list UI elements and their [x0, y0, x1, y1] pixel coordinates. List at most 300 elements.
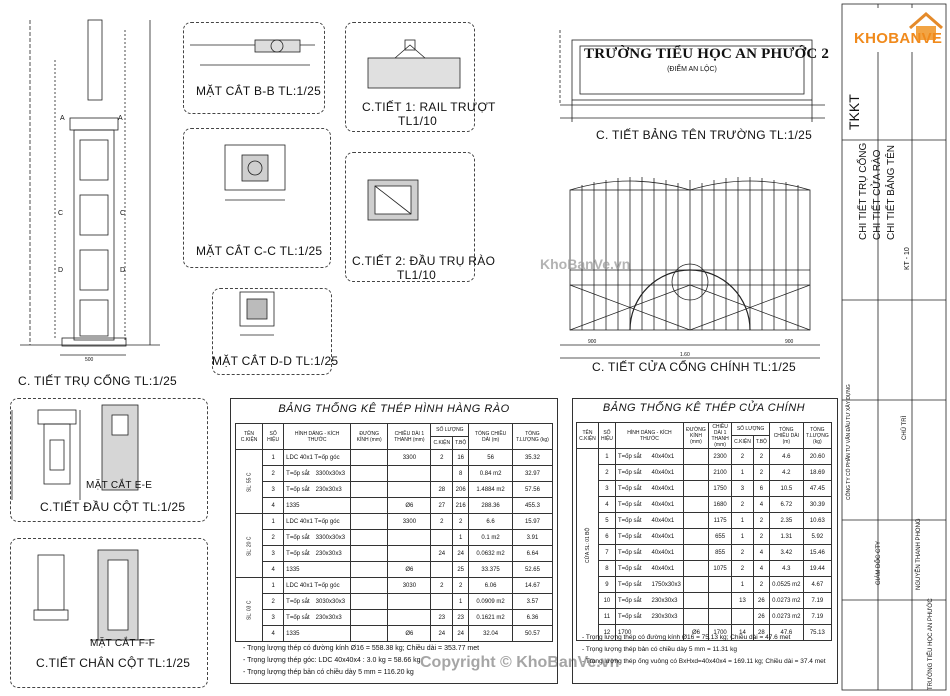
cell-length: Ø6: [388, 626, 431, 642]
cell-qty-ck: 13: [732, 593, 754, 609]
cell-qty-ck: 2: [732, 545, 754, 561]
table-gate-note-3: - Trọng lượng thép ống vuông có BxHxd=40x40x4 = 169.11 kg; Chiều dài = 37.4 met: [582, 658, 826, 665]
cell-diameter: [683, 577, 708, 593]
cell-qty-tb: 25: [453, 562, 469, 578]
cell-shape-dim: 40x40x1: [651, 533, 675, 540]
cell-qty-ck: 2: [732, 561, 754, 577]
cell-no: 2: [263, 466, 284, 482]
title-bang-ten: C. TIẾT BẢNG TÊN TRƯỜNG TL:1/25: [596, 128, 813, 142]
cell-shape-name: T=ốp sắt: [286, 470, 310, 477]
group-name-cell: SL: 55 C: [236, 450, 263, 514]
tb-col3: CHI TIẾT BẢNG TÊN: [886, 144, 897, 240]
cell-no: 3: [263, 546, 284, 562]
cell-total-length: 4.2: [769, 465, 803, 481]
cell-length: [709, 609, 732, 625]
cell-qty-tb: 16: [453, 450, 469, 466]
cell-total-weight: 5.92: [803, 529, 831, 545]
table-header-cell: TỔNG T.LƯỢNG (kg): [512, 424, 552, 450]
cell-total-length: 1.4884 m2: [469, 482, 513, 498]
cell-shape-name: T=ốp sắt: [617, 453, 642, 460]
cell-qty-tb: 26: [753, 593, 769, 609]
title-rail-scale: TL1/10: [398, 114, 438, 128]
cell-qty-tb: 4: [753, 497, 769, 513]
cell-total-length: 6.72: [769, 497, 803, 513]
table-header-cell: HÌNH DÁNG - KÍCH THƯỚC: [284, 424, 351, 450]
cell-total-weight: 455.3: [512, 498, 552, 514]
table-header-cell: ĐƯỜNG KÍNH (mm): [683, 423, 708, 449]
cell-diameter: [683, 529, 708, 545]
cell-qty-tb: 4: [753, 545, 769, 561]
cell-length: Ø6: [388, 498, 431, 514]
cell-total-weight: 30.39: [803, 497, 831, 513]
cell-total-length: 0.0909 m2: [469, 594, 513, 610]
cell-length: 1075: [709, 561, 732, 577]
cell-shape: [615, 449, 683, 465]
table-header-cell: SỐ HIỆU: [598, 423, 615, 449]
table-header-row: [577, 423, 832, 436]
cell-qty-tb: 2: [753, 577, 769, 593]
cell-diameter: [683, 513, 708, 529]
cell-qty-tb: 216: [453, 498, 469, 514]
title-cong-chinh: C. TIẾT CỬA CỔNG CHÍNH TL:1/25: [592, 360, 796, 374]
cell-qty-tb: 23: [453, 610, 469, 626]
cell-diameter: [351, 562, 388, 578]
cell-total-length: 4.6: [769, 449, 803, 465]
table-header-cell: HÌNH DÁNG - KÍCH THƯỚC: [615, 423, 683, 449]
cell-total-length: 0.0632 m2: [469, 546, 513, 562]
cell-shape: [284, 594, 351, 610]
title-dau-tru: C.TIẾT 2: ĐẦU TRỤ RÀO: [352, 254, 496, 268]
cell-total-weight: 4.67: [803, 577, 831, 593]
cell-shape-name: T=ốp sắt: [286, 598, 310, 605]
cell-shape: [615, 577, 683, 593]
tb-col1: CHI TIẾT TRỤ CỔNG: [858, 142, 869, 240]
cell-total-length: 2.35: [769, 513, 803, 529]
cell-shape-dim: 230x30x3: [315, 550, 342, 557]
cell-qty-ck: 1: [732, 529, 754, 545]
cell-total-length: 0.0525 m2: [769, 577, 803, 593]
group-name-cell: SL: 20 C: [236, 514, 263, 578]
table-row: [236, 578, 553, 594]
cell-no: 4: [263, 562, 284, 578]
cell-shape-dim: 40x40x1: [651, 501, 675, 508]
svg-text:A: A: [118, 115, 123, 122]
cell-no: 12: [598, 625, 615, 641]
cell-shape-name: T=ốp sắt: [617, 517, 642, 524]
title-cc: MẶT CẮT C-C TL:1/25: [196, 244, 323, 258]
cell-total-weight: 7.19: [803, 609, 831, 625]
cell-total-weight: 6.64: [512, 546, 552, 562]
cell-total-weight: 52.65: [512, 562, 552, 578]
cell-total-weight: 3.91: [512, 530, 552, 546]
cell-total-length: 0.1621 m2: [469, 610, 513, 626]
table-header-cell: SỐ LƯỢNG: [431, 424, 469, 437]
cell-shape-name: T=ốp sắt: [617, 565, 642, 572]
cell-qty-tb: 6: [753, 481, 769, 497]
table-gate: [576, 422, 832, 641]
svg-text:D: D: [120, 267, 126, 274]
cell-diameter: [351, 482, 388, 498]
cell-total-weight: 75.13: [803, 625, 831, 641]
cell-shape-dim: 40x40x1: [651, 453, 675, 460]
cell-diameter: [351, 626, 388, 642]
cell-length: [709, 593, 732, 609]
cell-diameter: [683, 561, 708, 577]
cell-total-length: 6.06: [469, 578, 513, 594]
cell-diameter: [683, 609, 708, 625]
table-row: [577, 593, 832, 609]
tb-person: NGUYỄN THANH PHONG: [916, 518, 922, 590]
cell-qty-ck: 23: [431, 610, 453, 626]
cell-diameter: [351, 514, 388, 530]
svg-text:900: 900: [588, 339, 597, 345]
cell-length: 2300: [709, 449, 732, 465]
cell-diameter: [683, 481, 708, 497]
table-row: [577, 497, 832, 513]
table-header-cell: CHIỀU DÀI 1 THANH (mm): [709, 423, 732, 449]
cell-length: 3300: [388, 450, 431, 466]
cell-length: [388, 594, 431, 610]
cell-shape: [615, 465, 683, 481]
cell-total-length: 6.6: [469, 514, 513, 530]
cell-shape-name: LDC 40x1 T=ốp góc: [286, 518, 340, 525]
table-header-cell: TỔNG CHIỀU DÀI (m): [469, 424, 513, 450]
table-row: [236, 514, 553, 530]
cell-total-weight: 57.56: [512, 482, 552, 498]
table-row: [577, 449, 832, 465]
cell-qty-ck: 2: [732, 449, 754, 465]
table-row: [577, 529, 832, 545]
cell-qty-tb: 26: [753, 609, 769, 625]
cell-shape-name: T=ốp sắt: [617, 485, 642, 492]
tb-company: CÔNG TY CỔ PHẦN TƯ VẤN ĐẦU TƯ XÂY DỰNG: [846, 384, 852, 500]
tb-chief: CHỦ TRÌ: [902, 415, 908, 440]
title-rail: C.TIẾT 1: RAIL TRƯỢT: [362, 100, 496, 114]
cell-shape: [284, 450, 351, 466]
cell-qty-tb: 2: [453, 578, 469, 594]
table-row: [236, 450, 553, 466]
title-chan-cot: C.TIẾT CHÂN CỘT TL:1/25: [36, 656, 191, 670]
cell-shape-name: T=ốp sắt: [286, 550, 310, 557]
cell-diameter: [683, 449, 708, 465]
cell-shape: [284, 466, 351, 482]
cell-diameter: [683, 465, 708, 481]
cell-diameter: [351, 546, 388, 562]
cell-total-weight: 47.45: [803, 481, 831, 497]
cell-shape-name: T=ốp sắt: [286, 534, 310, 541]
cell-qty-ck: 1: [732, 513, 754, 529]
cell-total-weight: 20.60: [803, 449, 831, 465]
table-row: [236, 594, 553, 610]
title-dau-tru-scale: TL1/10: [397, 268, 437, 282]
table-row: [577, 561, 832, 577]
cell-qty-ck: 1: [732, 577, 754, 593]
tb-project: TRƯỜNG TIỂU HỌC AN PHƯỚC: [928, 598, 934, 690]
watermark-center: KhoBanVe.vn: [540, 256, 631, 272]
table-header-cell: SỐ LƯỢNG: [732, 423, 770, 436]
cell-shape-dim: 40x40x1: [651, 469, 675, 476]
table-subheader-cell: T.BỘ: [753, 436, 769, 449]
cell-diameter: [351, 594, 388, 610]
cell-no: 1: [263, 514, 284, 530]
table-header-cell: CHIỀU DÀI 1 THANH (mm): [388, 424, 431, 450]
table-fence-title: BẢNG THỐNG KÊ THÉP HÌNH HÀNG RÀO: [278, 403, 510, 415]
cell-shape: [284, 546, 351, 562]
cell-shape: [615, 545, 683, 561]
cell-qty-tb: 24: [453, 546, 469, 562]
title-mc-ee: MẶT CẮT E-E: [86, 480, 153, 491]
logo: [852, 8, 944, 52]
table-row: [236, 562, 553, 578]
cell-total-length: 4.3: [769, 561, 803, 577]
title-bb: MẶT CẮT B-B TL:1/25: [196, 84, 322, 98]
cell-no: 9: [598, 577, 615, 593]
watermark-bottom: Copyright © KhoBanVe.vn: [420, 654, 620, 671]
cell-diameter: [351, 450, 388, 466]
table-header-row: [236, 424, 553, 437]
cell-qty-ck: 2: [431, 578, 453, 594]
group-name-cell: SL: 03 C: [236, 578, 263, 642]
cell-qty-tb: 2: [453, 514, 469, 530]
table-gate-note-2: - Trọng lượng thép bản có chiều dày 5 mm = 11.31 kg: [582, 646, 738, 653]
cell-total-weight: 14.67: [512, 578, 552, 594]
cell-shape-name: T=ốp sắt: [286, 614, 310, 621]
cell-shape: [615, 497, 683, 513]
cell-no: 8: [598, 561, 615, 577]
cell-shape-dim: 1750x30x3: [651, 581, 681, 588]
table-subheader-cell: C.KIỆN: [431, 437, 453, 450]
cell-shape-name: 1335: [286, 502, 300, 509]
cell-no: 4: [598, 497, 615, 513]
cell-shape-name: 1335: [286, 630, 300, 637]
svg-text:1.60: 1.60: [680, 352, 690, 358]
cell-qty-tb: 24: [453, 626, 469, 642]
cell-shape: [284, 626, 351, 642]
title-dd: MẶT CẮT D-D TL:1/25: [212, 354, 339, 368]
group-name-cell: CỬA SL: 01 BỘ: [577, 449, 599, 641]
cell-no: 3: [263, 610, 284, 626]
cell-qty-ck: 2: [732, 497, 754, 513]
table-header-cell: ĐƯỜNG KÍNH (mm): [351, 424, 388, 450]
cell-qty-ck: 28: [431, 482, 453, 498]
cell-shape-name: 1335: [286, 566, 300, 573]
cell-no: 6: [598, 529, 615, 545]
cell-shape-name: T=ốp sắt: [617, 549, 642, 556]
cell-length: 2100: [709, 465, 732, 481]
table-row: [236, 546, 553, 562]
sign-name: TRƯỜNG TIỂU HỌC AN PHƯỚC 2: [584, 46, 830, 62]
cell-qty-ck: [431, 466, 453, 482]
cell-qty-tb: 2: [753, 449, 769, 465]
cell-shape-dim: 40x40x1: [651, 485, 675, 492]
sign-sub: (ĐIỂM AN LỘC): [667, 66, 717, 73]
cell-total-weight: 18.69: [803, 465, 831, 481]
cell-total-weight: 10.63: [803, 513, 831, 529]
cell-total-length: 56: [469, 450, 513, 466]
table-row: [236, 626, 553, 642]
cell-qty-ck: 2: [431, 514, 453, 530]
table-header-cell: TỔNG T.LƯỢNG (kg): [803, 423, 831, 449]
cell-no: 5: [598, 513, 615, 529]
cell-shape: [615, 609, 683, 625]
cell-total-length: 0.0273 m2: [769, 609, 803, 625]
cell-total-weight: 19.44: [803, 561, 831, 577]
cell-total-length: 10.5: [769, 481, 803, 497]
table-gate-note-1: - Trọng lượng thép có đường kính Ø16 = 75.13 kg; Chiều dài = 47.6 met: [582, 634, 791, 641]
cell-no: 2: [598, 465, 615, 481]
table-header-cell: SỐ HIỆU: [263, 424, 284, 450]
svg-text:500: 500: [85, 357, 94, 363]
cell-diameter: [351, 530, 388, 546]
logo-text: KHOBANVE: [854, 30, 943, 47]
cell-total-weight: 35.32: [512, 450, 552, 466]
cell-no: 4: [263, 498, 284, 514]
cell-qty-ck: [431, 562, 453, 578]
svg-text:A: A: [60, 115, 65, 122]
cell-length: 1175: [709, 513, 732, 529]
cell-total-length: 0.0273 m2: [769, 593, 803, 609]
cell-qty-ck: 2: [431, 450, 453, 466]
tb-col2: CHI TIẾT CỬA RÀO: [872, 149, 883, 240]
table-gate-wrap: [572, 398, 836, 682]
cell-shape-dim: 40x40x1: [651, 517, 675, 524]
cell-shape-name: T=ốp sắt: [617, 501, 642, 508]
cell-diameter: [683, 545, 708, 561]
sign-drawing: [560, 30, 830, 122]
cell-length: [709, 577, 732, 593]
cell-shape: [284, 482, 351, 498]
cell-length: Ø6: [388, 562, 431, 578]
cell-length: 1680: [709, 497, 732, 513]
table-header-cell: TỔNG CHIỀU DÀI (m): [769, 423, 803, 449]
gate-column-drawing: [20, 20, 160, 363]
cell-shape-dim: 3300x30x3: [315, 534, 346, 541]
cell-total-length: 3.42: [769, 545, 803, 561]
table-row: [577, 465, 832, 481]
cell-shape-name: T=ốp sắt: [286, 486, 310, 493]
cell-total-length: 32.04: [469, 626, 513, 642]
cell-shape-name: T=ốp sắt: [617, 533, 642, 540]
cell-shape: [615, 513, 683, 529]
tb-sheet: KT - 10: [904, 247, 911, 270]
cell-shape: [615, 561, 683, 577]
cell-shape-name: LDC 40x1 T=ốp góc: [286, 582, 340, 589]
title-tru-cong: C. TIẾT TRỤ CỔNG TL:1/25: [18, 374, 178, 388]
cell-total-weight: 50.57: [512, 626, 552, 642]
cell-no: 3: [263, 482, 284, 498]
cell-total-weight: 7.19: [803, 593, 831, 609]
table-row: [236, 482, 553, 498]
table-row: [577, 513, 832, 529]
cell-qty-tb: 2: [753, 529, 769, 545]
cell-diameter: [683, 497, 708, 513]
svg-text:C: C: [120, 210, 126, 217]
cell-shape-name: T=ốp sắt: [617, 581, 642, 588]
cell-shape-name: LDC 40x1 T=ốp góc: [286, 454, 340, 461]
cell-total-length: 0.1 m2: [469, 530, 513, 546]
cell-shape-name: 1700: [617, 629, 632, 636]
svg-text:D: D: [58, 267, 64, 274]
table-row: [236, 466, 553, 482]
cell-length: 855: [709, 545, 732, 561]
box-bb: [183, 22, 325, 114]
cell-diameter: [351, 498, 388, 514]
table-fence-note-3: - Trọng lượng thép bản có chiều dày 5 mm = 116.20 kg: [243, 669, 414, 676]
cell-no: 1: [263, 578, 284, 594]
cell-shape-dim: 3030x30x3: [315, 598, 346, 605]
cell-qty-tb: 28: [753, 625, 769, 641]
cell-total-length: 47.6: [769, 625, 803, 641]
cell-diameter: Ø6: [683, 625, 708, 641]
table-row: [577, 609, 832, 625]
cell-qty-tb: 2: [753, 465, 769, 481]
cell-shape: [284, 562, 351, 578]
cell-qty-ck: 1: [732, 465, 754, 481]
cell-shape: [615, 529, 683, 545]
cell-shape: [615, 593, 683, 609]
cell-shape-name: T=ốp sắt: [617, 597, 642, 604]
cell-qty-tb: 1: [453, 594, 469, 610]
cell-qty-ck: 24: [431, 626, 453, 642]
cell-total-weight: 3.57: [512, 594, 552, 610]
cell-total-length: 1.31: [769, 529, 803, 545]
table-row: [577, 481, 832, 497]
cell-no: 2: [263, 594, 284, 610]
table-fence-note-2: - Trọng lượng thép góc: LDC 40x40x4 : 3.0 kg = 58.66 kg: [243, 657, 421, 664]
table-fence-note-1: - Trọng lượng thép có đường kính Ø16 = 558.38 kg; Chiều dài = 353.77 met: [243, 645, 480, 652]
cell-total-weight: 32.97: [512, 466, 552, 482]
cell-qty-tb: 1: [453, 530, 469, 546]
cell-total-weight: 15.46: [803, 545, 831, 561]
cell-length: [388, 530, 431, 546]
cell-shape-name: T=ốp sắt: [617, 469, 642, 476]
cell-shape: [284, 530, 351, 546]
table-row: [577, 545, 832, 561]
cell-no: 10: [598, 593, 615, 609]
table-row: [236, 610, 553, 626]
cell-length: 1700: [709, 625, 732, 641]
cell-qty-ck: [732, 609, 754, 625]
svg-text:900: 900: [785, 339, 794, 345]
cell-qty-ck: 3: [732, 481, 754, 497]
cell-diameter: [683, 593, 708, 609]
cell-total-weight: 6.36: [512, 610, 552, 626]
cell-qty-ck: 24: [431, 546, 453, 562]
cell-shape-dim: 230x30x3: [315, 614, 342, 621]
cell-total-length: 33.375: [469, 562, 513, 578]
cell-shape: [284, 578, 351, 594]
table-header-cell: TÊN C.KIỆN: [577, 423, 599, 449]
table-row: [577, 577, 832, 593]
cell-shape: [284, 498, 351, 514]
cell-diameter: [351, 466, 388, 482]
cell-total-length: 0.84 m2: [469, 466, 513, 482]
table-fence: [235, 423, 553, 642]
cell-shape: [615, 481, 683, 497]
table-subheader-cell: T.BỘ: [453, 437, 469, 450]
table-fence-panel: [230, 398, 558, 684]
svg-text:C: C: [58, 210, 64, 217]
cell-length: [388, 610, 431, 626]
table-gate-title: BẢNG THỐNG KÊ THÉP CỬA CHÍNH: [602, 402, 806, 414]
cell-no: 3: [598, 481, 615, 497]
cell-shape-dim: 40x40x1: [651, 549, 675, 556]
title-mc-ff: MẶT CẮT F-F: [90, 638, 156, 649]
cell-qty-ck: 27: [431, 498, 453, 514]
table-subheader-cell: C.KIỆN: [732, 436, 754, 449]
cell-shape-dim: 3300x30x3: [315, 470, 346, 477]
cell-qty-tb: 2: [753, 513, 769, 529]
